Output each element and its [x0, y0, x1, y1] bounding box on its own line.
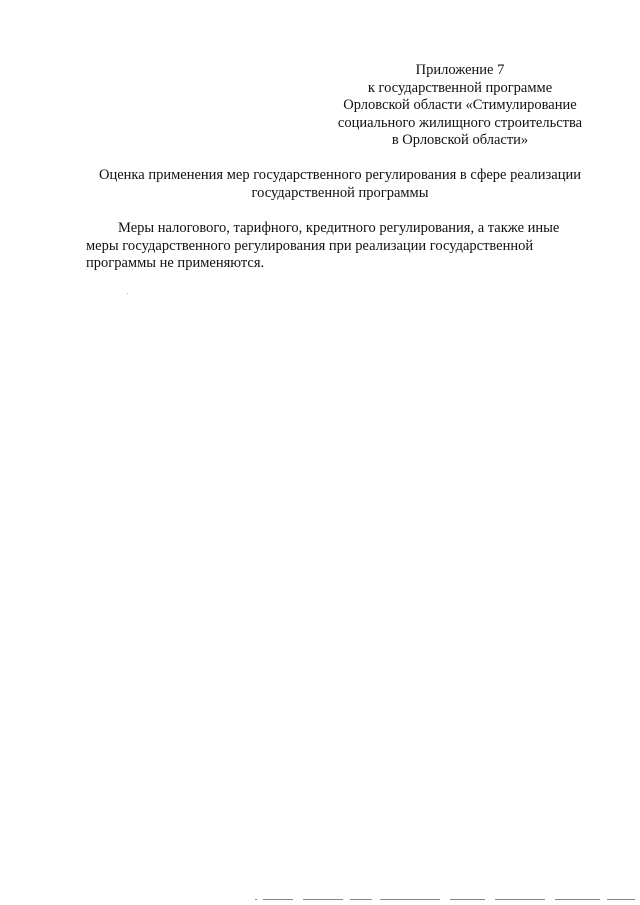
appendix-line: в Орловской области»	[391, 132, 529, 148]
title-line: государственной программы	[251, 184, 429, 201]
title-line: Оценка применения мер государственного регулирования в сфере реализации	[99, 167, 581, 183]
appendix-line: Приложение 7	[415, 62, 505, 78]
appendix-header	[300, 62, 620, 150]
body-line: программы не применяются.	[86, 255, 265, 271]
scan-speck	[127, 293, 128, 294]
document-title	[60, 167, 620, 202]
appendix-line: Орловской области «Стимулирование	[343, 97, 577, 113]
appendix-line: социального жилищного строительства	[337, 114, 583, 131]
body-line: меры государственного регулирования при реализации государственной	[86, 237, 534, 254]
scan-edge-marks	[255, 899, 640, 901]
appendix-line: к государственной программе	[367, 79, 553, 96]
body-line: Меры налогового, тарифного, кредитного регулирования, а также иные	[118, 220, 560, 236]
body-paragraph	[86, 220, 606, 273]
